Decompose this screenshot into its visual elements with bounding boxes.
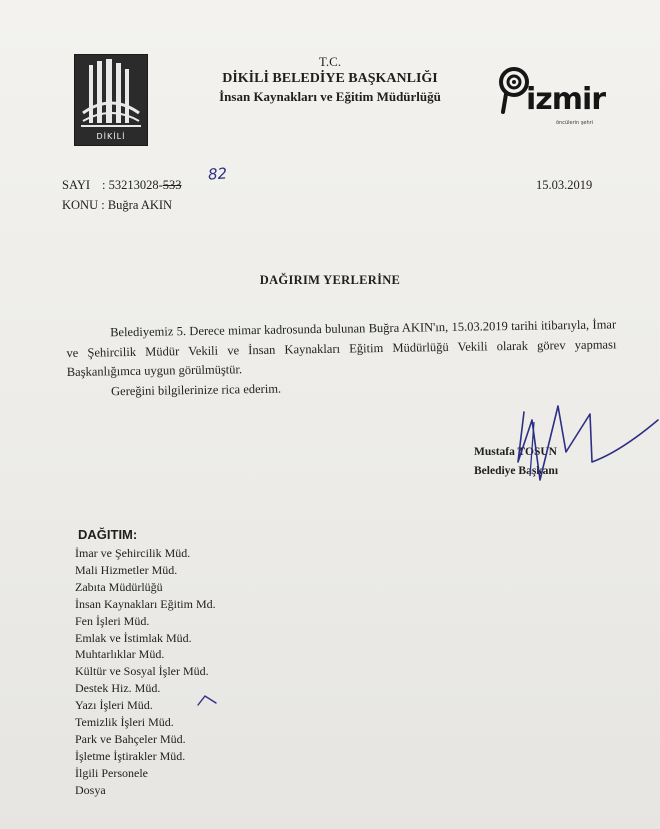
izmir-logo (498, 66, 606, 138)
reference-number (62, 178, 182, 193)
distribution-item: Zabıta Müdürlüğü (75, 579, 163, 594)
distribution-item: İmar ve Şehircilik Müd. (75, 546, 191, 560)
body-paragraph-1: Belediyemiz 5. Derece mimar kadrosunda bulunan Buğra AKIN'ın, 15.03.2019 tarihi itibarıyla, İmar ve Şehircilik Müdür Vekili ve İnsan Kaynakları Eğitim Müdürlüğü Vekili olarak görev yapması Başkanlığımca uygun görülmüştür. (66, 317, 617, 379)
dikili-logo (74, 54, 148, 146)
distribution-item: Destek Hiz. Müd. (75, 681, 161, 696)
letterhead-country: T.C. (318, 54, 342, 69)
letterhead-department: İnsan Kaynakları ve Eğitim Müdürlüğü (219, 89, 441, 104)
distribution-item: Temizlik İşleri Müd. (75, 715, 174, 730)
letterhead (150, 54, 510, 105)
handwritten-tick-icon (196, 693, 218, 709)
letterhead-institution: DİKİLİ BELEDİYE BAŞKANLIĞI (222, 71, 438, 86)
signatory-name: Mustafa TOSUN (474, 446, 557, 458)
body-paragraph-2: Gereğini bilgilerinize rica ederim. (110, 381, 282, 398)
distribution-item: Mali Hizmetler Müd. (75, 562, 178, 577)
distribution-item: Muhtarlıklar Müd. (75, 647, 165, 662)
izmir-wordmark: izmir (526, 82, 606, 117)
distribution-item: İşletme İştirakler Müd. (75, 748, 186, 763)
konu-value: : Buğra AKIN (101, 198, 173, 212)
document-title: DAĞIRIM YERLERİNE (259, 273, 401, 287)
document-date: 15.03.2019 (536, 178, 593, 192)
dikili-logo-caption: DİKİLİ (96, 132, 126, 141)
handwritten-signature-icon (470, 392, 660, 512)
sayi-label: SAYI (62, 178, 91, 192)
distribution-item: Dosya (75, 782, 106, 797)
distribution-item: Kültür ve Sosyal İşler Müd. (75, 664, 209, 679)
distribution-item: İnsan Kaynakları Eğitim Md. (75, 596, 216, 611)
distribution-title: DAĞITIM: (78, 527, 138, 542)
izmir-tagline: öncülerin şehri (556, 120, 594, 126)
sayi-struck-number: 533 (162, 178, 182, 192)
handwritten-sayi-number: 82 (207, 164, 228, 184)
signatory-title: Belediye Başkanı (474, 465, 559, 477)
konu-label: KONU (62, 198, 99, 212)
subject-line (62, 198, 172, 213)
distribution-item: Yazı İşleri Müd. (75, 698, 153, 713)
distribution-list (75, 545, 216, 799)
letter-body (66, 315, 617, 402)
distribution-item: İlgili Personele (75, 765, 148, 780)
distribution-item: Fen İşleri Müd. (75, 613, 150, 628)
sayi-value: : 53213028- (102, 178, 163, 192)
distribution-item: Park ve Bahçeler Müd. (75, 731, 186, 746)
distribution-item: Emlak ve İstimlak Müd. (75, 630, 192, 645)
